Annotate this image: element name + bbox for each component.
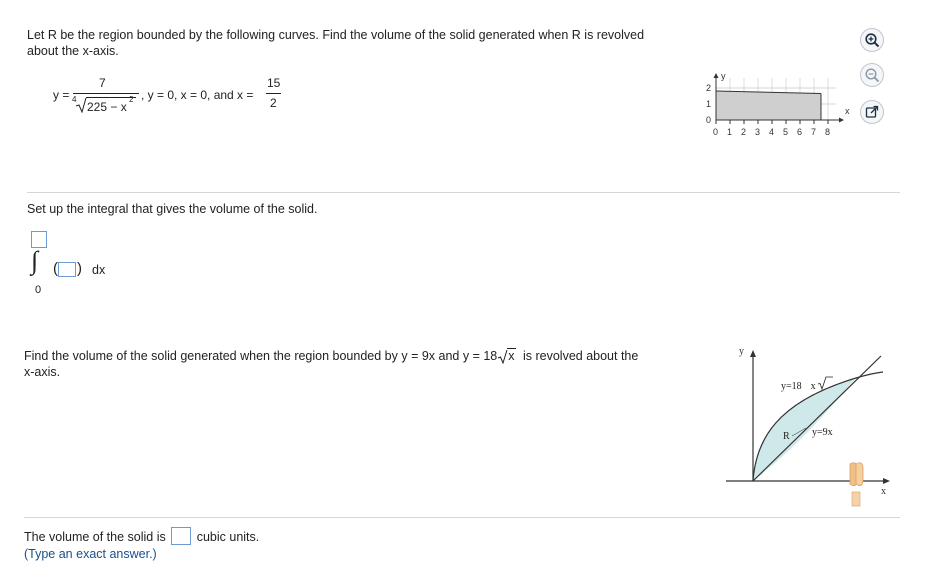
boundary-conditions: , y = 0, x = 0, and x = bbox=[141, 88, 254, 102]
y-axis-label: y bbox=[721, 71, 726, 81]
y-axis-arrow-icon bbox=[714, 73, 719, 78]
zoom-in-button[interactable] bbox=[860, 28, 884, 52]
root-index: 4 bbox=[72, 95, 77, 104]
x-tick-marks bbox=[716, 120, 828, 124]
radical-sign-icon bbox=[497, 349, 508, 364]
integral-sign: ∫ bbox=[31, 246, 39, 275]
problem-2-line-1: Find the volume of the solid generated when the region bounded by y = 9x and y = 18 bbox=[24, 349, 498, 363]
line-label: y=9x bbox=[812, 427, 833, 438]
section-divider bbox=[24, 517, 900, 518]
curve-equation bbox=[53, 76, 313, 122]
x-tick-label: 0 bbox=[713, 127, 719, 137]
problem-statement bbox=[27, 27, 707, 59]
popout-icon bbox=[864, 104, 880, 120]
sqrt-expression bbox=[497, 348, 515, 364]
radical-sign-icon bbox=[75, 97, 87, 113]
x-tick-label: 7 bbox=[811, 127, 817, 137]
answer-suffix: cubic units. bbox=[196, 530, 260, 544]
x-tick-label: 5 bbox=[783, 127, 789, 137]
x-tick-label: 6 bbox=[797, 127, 803, 137]
figure-y-axis-arrow-icon bbox=[750, 350, 756, 357]
y-equals: y = bbox=[53, 88, 70, 102]
problem-2-statement bbox=[24, 348, 724, 380]
fraction-bar bbox=[73, 93, 139, 94]
problem-line-1: Let R be the region bounded by the following curves. Find the volume of the solid generated when R is revolved bbox=[27, 28, 645, 42]
bounded-region-figure bbox=[726, 340, 896, 515]
sqrt-argument: x bbox=[508, 349, 515, 363]
problem-2-line-2: x-axis. bbox=[24, 365, 61, 379]
integrand-right-paren: ) bbox=[77, 260, 82, 277]
problem-line-2: about the x-axis. bbox=[27, 44, 119, 58]
radicand-exponent: 2 bbox=[129, 95, 134, 104]
x-limit-denominator: 2 bbox=[270, 96, 277, 110]
x-tick-label: 3 bbox=[755, 127, 761, 137]
popout-button[interactable] bbox=[860, 100, 884, 124]
y-tick-label: 1 bbox=[706, 99, 712, 109]
x-axis-label: x bbox=[845, 106, 850, 116]
volume-answer-input[interactable] bbox=[171, 527, 191, 545]
y-tick-label: 0 bbox=[706, 115, 712, 125]
x-tick-label: 8 bbox=[825, 127, 831, 137]
x-axis-arrow-icon bbox=[839, 118, 844, 123]
answer-prefix: The volume of the solid is bbox=[24, 530, 166, 544]
y-tick-label: 2 bbox=[706, 83, 712, 93]
dx-label: dx bbox=[92, 263, 106, 277]
figure-x-label: x bbox=[881, 486, 886, 497]
answer-line bbox=[24, 527, 259, 545]
line-y-9x bbox=[753, 356, 881, 481]
region-label: R bbox=[783, 431, 790, 442]
x-tick-label: 1 bbox=[727, 127, 733, 137]
rotate-about-axis-icon bbox=[850, 463, 863, 506]
problem-2-line-1-end: is revolved about the bbox=[522, 349, 639, 363]
integrand-input[interactable] bbox=[58, 262, 76, 277]
zoom-in-icon bbox=[864, 32, 880, 48]
figure-x-axis-arrow-icon bbox=[883, 478, 890, 484]
x-limit-fraction-bar bbox=[266, 93, 281, 94]
zoom-out-icon bbox=[864, 67, 880, 83]
figure-y-label: y bbox=[739, 346, 744, 357]
lower-limit: 0 bbox=[35, 284, 42, 296]
shaded-region bbox=[716, 91, 821, 120]
setup-prompt: Set up the integral that gives the volume of the solid. bbox=[27, 202, 318, 216]
x-tick-label: 2 bbox=[741, 127, 747, 137]
section-divider bbox=[27, 192, 900, 193]
numerator: 7 bbox=[99, 76, 106, 90]
x-limit-numerator: 15 bbox=[267, 76, 281, 90]
zoom-out-button[interactable] bbox=[860, 63, 884, 87]
integrand-left-paren: ( bbox=[53, 260, 58, 277]
x-tick-label: 4 bbox=[769, 127, 775, 137]
answer-hint: (Type an exact answer.) bbox=[24, 547, 157, 561]
radicand: 225 − x bbox=[87, 100, 127, 114]
curve-label: y=18 x bbox=[781, 381, 816, 392]
region-graph bbox=[700, 70, 860, 146]
